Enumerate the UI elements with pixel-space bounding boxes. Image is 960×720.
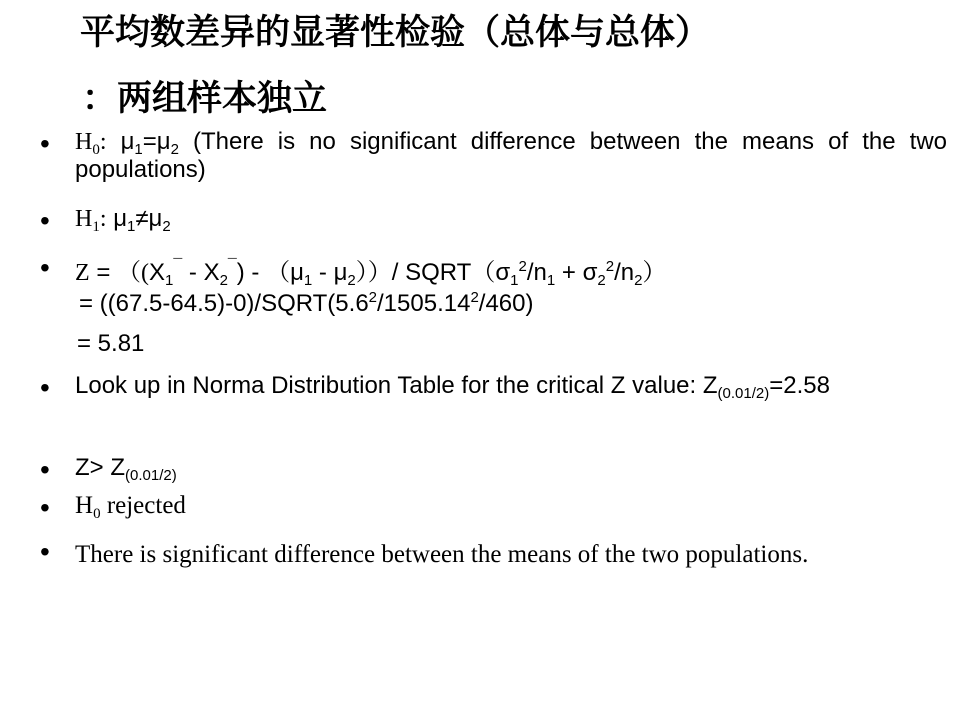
lookup-text: Look up in Norma Distribution Table for the critical Z value: Z (75, 372, 718, 399)
x1-sub: 1 (165, 272, 174, 289)
x1-bar: ¯ (173, 257, 183, 274)
z-symbol: Z (75, 260, 90, 286)
calc-part-3: /460) (478, 290, 534, 317)
h0-statement (75, 128, 947, 184)
h0-description: (There is no significant difference between the means of the two populations) (75, 128, 947, 183)
rejected-sub: 0 (93, 506, 101, 522)
h0-sep: : (99, 129, 107, 155)
calc-sup-1: 2 (368, 289, 378, 306)
lookup-sub: (0.01/2) (717, 385, 770, 402)
h0-mu1: μ (120, 128, 135, 155)
h0-label-sub: 0 (92, 142, 100, 158)
h1-mu2: μ (148, 205, 163, 232)
slide-title (80, 0, 940, 132)
lookup-statement (75, 372, 947, 400)
mu2: μ (333, 259, 348, 286)
h0-mu1-sub: 1 (134, 141, 143, 158)
rejected-statement (75, 492, 947, 520)
bullet: • (40, 454, 50, 485)
sigma2: σ (582, 259, 598, 286)
h1-mu2-sub: 2 (162, 218, 171, 235)
h1-sep: : (99, 206, 107, 232)
sigma2-sup: 2 (605, 258, 615, 275)
z-close-1: ) - （ (236, 259, 291, 286)
compare-text: Z> Z (75, 454, 126, 481)
compare-sub: (0.01/2) (125, 467, 177, 484)
mu1-sub: 1 (303, 272, 313, 289)
n2-sub: 2 (634, 272, 643, 289)
mu2-sub: 2 (347, 272, 356, 289)
h1-statement (75, 205, 947, 233)
h1-mu1: μ (113, 205, 128, 232)
compare-statement (75, 454, 947, 482)
x2-bar: ¯ (227, 257, 237, 274)
sqrt-open: ））/ SQRT（ (355, 259, 496, 286)
n1-sub: 1 (546, 272, 556, 289)
sigma1-sup: 2 (518, 258, 527, 275)
lookup-value: =2.58 (769, 372, 830, 399)
rejected-h: H (75, 492, 94, 519)
z-eq: = （ (89, 259, 142, 286)
z-formula (75, 252, 947, 287)
bullet: • (40, 252, 50, 283)
x2: X (203, 259, 220, 286)
rejected-text: rejected (100, 492, 186, 519)
h0-mu2-sub: 2 (170, 141, 179, 158)
h1-label: H (75, 206, 93, 232)
sigma2-sub: 2 (597, 272, 606, 289)
z-open-paren: ( (141, 260, 150, 286)
h0-mu2: μ (156, 128, 171, 155)
mu-minus: - (312, 259, 334, 286)
result-line: = 5.81 (77, 330, 145, 357)
mu1: μ (290, 259, 304, 286)
x2-sub: 2 (219, 272, 228, 289)
bullet: • (40, 128, 50, 159)
bullet: • (40, 372, 50, 403)
bullet: • (40, 205, 50, 236)
h1-neq: ≠ (135, 205, 149, 232)
sigma1-sub: 1 (510, 272, 519, 289)
plus: + (555, 259, 583, 286)
h0-eq: = (142, 128, 157, 155)
conclusion-statement: There is significant difference between the means of the two populations. (75, 541, 809, 568)
calculation-line (79, 290, 951, 318)
h1-mu1-sub: 1 (127, 218, 136, 235)
over-n2: /n (614, 259, 635, 286)
over-n1: /n (526, 259, 547, 286)
h1-label-sub: 1 (92, 219, 100, 235)
calc-part-1: = ((67.5-64.5)-0)/SQRT(5.6 (79, 290, 369, 317)
sqrt-close: ） (642, 259, 667, 286)
calc-part-2: /1505.14 (377, 290, 471, 317)
bullet: • (40, 492, 50, 523)
h0-label: H (75, 129, 93, 155)
title-line-1: 平均数差异的显著性检验（总体与总体） (80, 13, 711, 53)
title-line-2: ：两组样本独立 (82, 79, 328, 119)
x-minus: - (182, 259, 204, 286)
calc-sup-2: 2 (470, 289, 479, 306)
x1: X (149, 259, 166, 286)
sigma1: σ (495, 259, 511, 286)
bullet: • (40, 536, 50, 567)
